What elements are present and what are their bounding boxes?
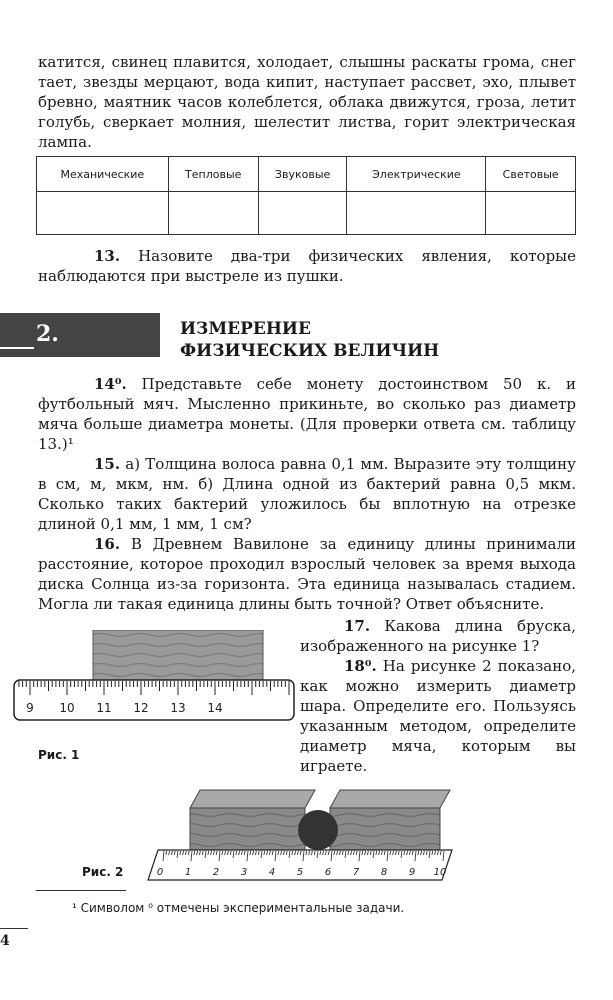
task-text: Какова длина бруска, изображенного на рисунке 1? [300, 617, 576, 655]
task-text: На рисунке 2 показано, как можно измерить диаметр шара. Определите его. Пользуясь указанным методом, определите диаметр мяча, которым вы играете. [300, 657, 576, 775]
wooden-block [93, 630, 263, 680]
ruler-tick-label: 13 [170, 701, 186, 715]
figure-2-caption: Рис. 2 [82, 865, 124, 879]
task-number: 17. [344, 617, 371, 635]
intro-paragraph [38, 52, 576, 152]
table-cell [347, 192, 486, 235]
section-number: 2. [36, 321, 59, 347]
task-15 [38, 454, 576, 534]
tasks-right-column [300, 616, 576, 776]
task-13 [38, 246, 576, 286]
task-18 [300, 656, 576, 776]
ruler-tick-label: 7 [352, 867, 360, 878]
ruler-tick-label: 5 [296, 867, 304, 878]
table-cell [258, 192, 347, 235]
footnote-rule [36, 890, 126, 891]
ruler-tick-label: 12 [133, 701, 149, 715]
task-14 [38, 374, 576, 454]
ruler-tick-label: 4 [268, 867, 276, 878]
block-right [330, 808, 440, 854]
ruler-tick-label: 9 [26, 701, 34, 715]
phenomena-table [36, 156, 576, 235]
figure-1 [10, 630, 300, 750]
task-17 [300, 616, 576, 656]
task-16 [38, 534, 576, 614]
ruler-tick-label: 0 [156, 867, 164, 878]
block-left [190, 808, 305, 854]
table-cell [486, 192, 576, 235]
task-number: 18⁰. [344, 657, 377, 675]
ruler-tick-label: 8 [380, 867, 388, 878]
intro-text: катится, свинец плавится, холодает, слышны раскаты грома, снег тает, звезды мерцают, вода кипит, наступает рассвет, эхо, плывет бревно, маятник часов колеблется, облака движутся, гроза, летит голубь, сверкает молния, шелестит листва, горит электрическая лампа. [38, 53, 576, 151]
section-rule [0, 347, 34, 349]
task-text: В Древнем Вавилоне за единицу длины принимали расстояние, которое проходил взрослый человек за время выхода диска Солнца из-за горизонта. Эта единица называлась стадием. Могла ли такая единица длины быть точной? Ответ объясните. [38, 535, 576, 613]
ruler-tick-label: 1 [184, 867, 192, 878]
ruler-tick-label: 2 [212, 867, 220, 878]
section-number-bar [0, 313, 160, 357]
ruler-tick-label: 6 [324, 867, 332, 878]
table-header: Световые [486, 157, 576, 192]
section-title-line1: ИЗМЕРЕНИЕ [180, 319, 311, 339]
table-header: Звуковые [258, 157, 347, 192]
section-title [180, 318, 439, 362]
figure-2 [140, 780, 460, 890]
ruler-tick-label: 9 [408, 867, 416, 878]
table-header: Тепловые [168, 157, 258, 192]
block-left-top [190, 790, 315, 808]
task-number: 13. [94, 247, 121, 265]
task-number: 14⁰. [94, 375, 127, 393]
block-right-top [330, 790, 450, 808]
task-number: 16. [94, 535, 121, 553]
ruler-tick-label: 10 [433, 867, 447, 878]
figure-1-caption: Рис. 1 [38, 748, 80, 762]
table-header: Механические [37, 157, 169, 192]
ruler-tick-label: 3 [240, 867, 248, 878]
task-text: а) Толщина волоса равна 0,1 мм. Выразите эту толщину в см, м, мкм, нм. б) Длина одной из бактерий равна 0,5 мкм. Сколько таких бактерий уложилось бы вплотную на отрезке длиной 0,1 мм, 1 мм, 1 см? [38, 455, 576, 533]
ball [298, 810, 338, 850]
task-number: 15. [94, 455, 121, 473]
footnote: ¹ Символом ⁰ отмечены экспериментальные задачи. [72, 901, 405, 915]
ruler-tick-label: 14 [207, 701, 223, 715]
ruler-tick-label: 11 [96, 701, 112, 715]
ruler-tick-label: 10 [59, 701, 75, 715]
table-header: Электрические [347, 157, 486, 192]
table-cell [37, 192, 169, 235]
tasks-block [38, 374, 576, 614]
table-cell [168, 192, 258, 235]
task-text: Представьте себе монету достоинством 50 к. и футбольный мяч. Мысленно прикиньте, во сколько раз диаметр мяча больше диаметра монеты. (Для проверки ответа см. таблицу 13.)¹ [38, 375, 576, 453]
page-number: 4 [0, 928, 28, 949]
task-text: Назовите два-три физических явления, которые наблюдаются при выстреле из пушки. [38, 247, 576, 285]
section-title-line2: ФИЗИЧЕСКИХ ВЕЛИЧИН [180, 341, 440, 361]
